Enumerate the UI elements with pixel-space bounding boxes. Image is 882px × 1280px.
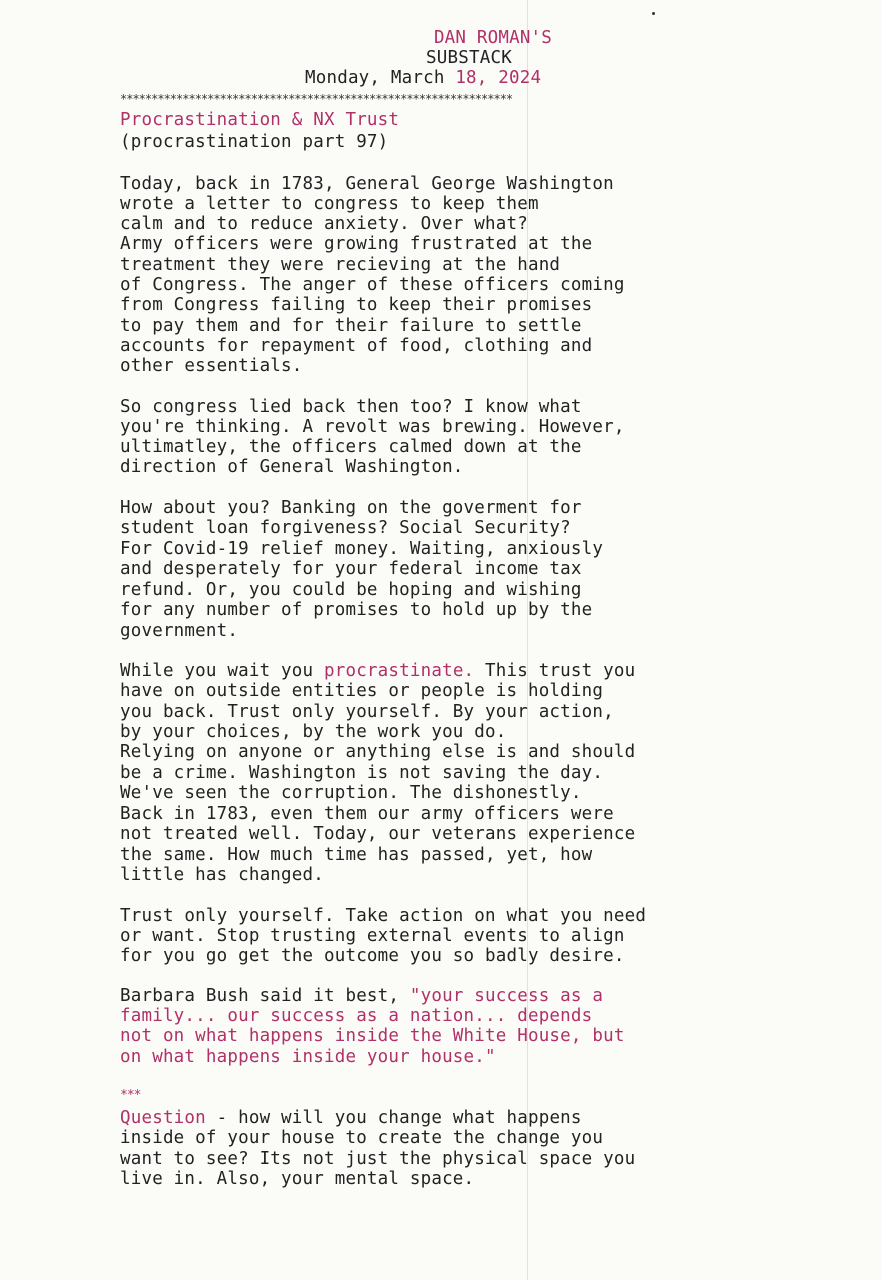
quote-start: "your success as a — [409, 986, 604, 1006]
paragraph-line: you back. Trust only yourself. By your action, — [120, 702, 614, 722]
paragraph-line: for any number of promises to hold up by the — [120, 600, 593, 620]
paragraph-line: For Covid-19 relief money. Waiting, anxiously — [120, 539, 604, 559]
paragraph-line: live in. Also, your mental space. — [120, 1169, 475, 1189]
paragraph-line: How about you? Banking on the goverment for — [120, 498, 582, 518]
paragraph-line: by your choices, by the work you do. — [120, 722, 507, 742]
text-run: While you wait you — [120, 661, 324, 681]
post-date — [305, 68, 541, 88]
paragraph-line: Relying on anyone or anything else is and should — [120, 742, 636, 762]
paragraph-line: you're thinking. A revolt was brewing. However, — [120, 417, 625, 437]
text-run: - how will you change what happens — [205, 1108, 582, 1128]
question-label: Question — [120, 1108, 206, 1128]
paragraph-line: calm and to reduce anxiety. Over what? — [120, 214, 528, 234]
paragraph-line: other essentials. — [120, 356, 303, 376]
paragraph-line: student loan forgiveness? Social Security? — [120, 518, 571, 538]
paragraph-line: Trust only yourself. Take action on what you need — [120, 906, 647, 926]
paragraph-line: We've seen the corruption. The dishonestly. — [120, 783, 582, 803]
paragraph-line: be a crime. Washington is not saving the day. — [120, 763, 604, 783]
quote-line: family... our success as a nation... depends — [120, 1006, 593, 1026]
paragraph-line: the same. How much time has passed, yet, how — [120, 845, 593, 865]
paragraph-line: or want. Stop trusting external events to align — [120, 926, 625, 946]
paragraph-line: Today, back in 1783, General George Washington — [120, 174, 614, 194]
paragraph-line: want to see? Its not just the physical space you — [120, 1149, 636, 1169]
paragraph-line: direction of General Washington. — [120, 457, 464, 477]
paragraph-line — [120, 986, 603, 1006]
masthead-title: DAN ROMAN'S — [433, 28, 553, 48]
masthead-subtitle: SUBSTACK — [426, 48, 512, 68]
paragraph-line: not treated well. Today, our veterans experience — [120, 824, 636, 844]
section-break-stars: *** — [120, 1088, 141, 1103]
paragraph-line: accounts for repayment of food, clothing and — [120, 336, 593, 356]
quote-line: on what happens inside your house." — [120, 1047, 496, 1067]
paragraph-line: So congress lied back then too? I know what — [120, 397, 582, 417]
date-prefix: Monday, March — [305, 68, 456, 88]
paragraph-line: for you go get the outcome you so badly desire. — [120, 946, 625, 966]
paragraph-line: ultimatley, the officers calmed down at the — [120, 437, 582, 457]
paragraph-line: wrote a letter to congress to keep them — [120, 194, 539, 214]
paragraph-line: treatment they were recieving at the hand — [120, 255, 561, 275]
post-heading: Procrastination & NX Trust — [120, 110, 400, 130]
text-run: This trust you — [474, 661, 636, 681]
header-separator: *************************************************************** — [120, 92, 513, 106]
date-suffix: 18, 2024 — [455, 68, 542, 88]
paragraph-line: Back in 1783, even them our army officers were — [120, 804, 614, 824]
paragraph-line: inside of your house to create the change you — [120, 1128, 604, 1148]
paragraph-line: Army officers were growing frustrated at the — [120, 234, 593, 254]
paragraph-line: and desperately for your federal income tax — [120, 559, 582, 579]
paragraph-line: to pay them and for their failure to settle — [120, 316, 582, 336]
paragraph-line: have on outside entities or people is holding — [120, 681, 604, 701]
paragraph-line: of Congress. The anger of these officers coming — [120, 275, 625, 295]
text-run: Barbara Bush said it best, — [120, 986, 410, 1006]
post-subheading: (procrastination part 97) — [120, 132, 389, 152]
ink-speck — [652, 12, 655, 15]
paragraph-line: refund. Or, you could be hoping and wishing — [120, 580, 582, 600]
quote-line: not on what happens inside the White House, but — [120, 1026, 625, 1046]
paragraph-line: government. — [120, 621, 239, 641]
highlight-procrastinate: procrastinate. — [323, 661, 475, 681]
paragraph-line: from Congress failing to keep their promises — [120, 295, 593, 315]
paragraph-line — [120, 1108, 582, 1128]
paragraph-line — [120, 661, 635, 681]
paragraph-line: little has changed. — [120, 865, 324, 885]
